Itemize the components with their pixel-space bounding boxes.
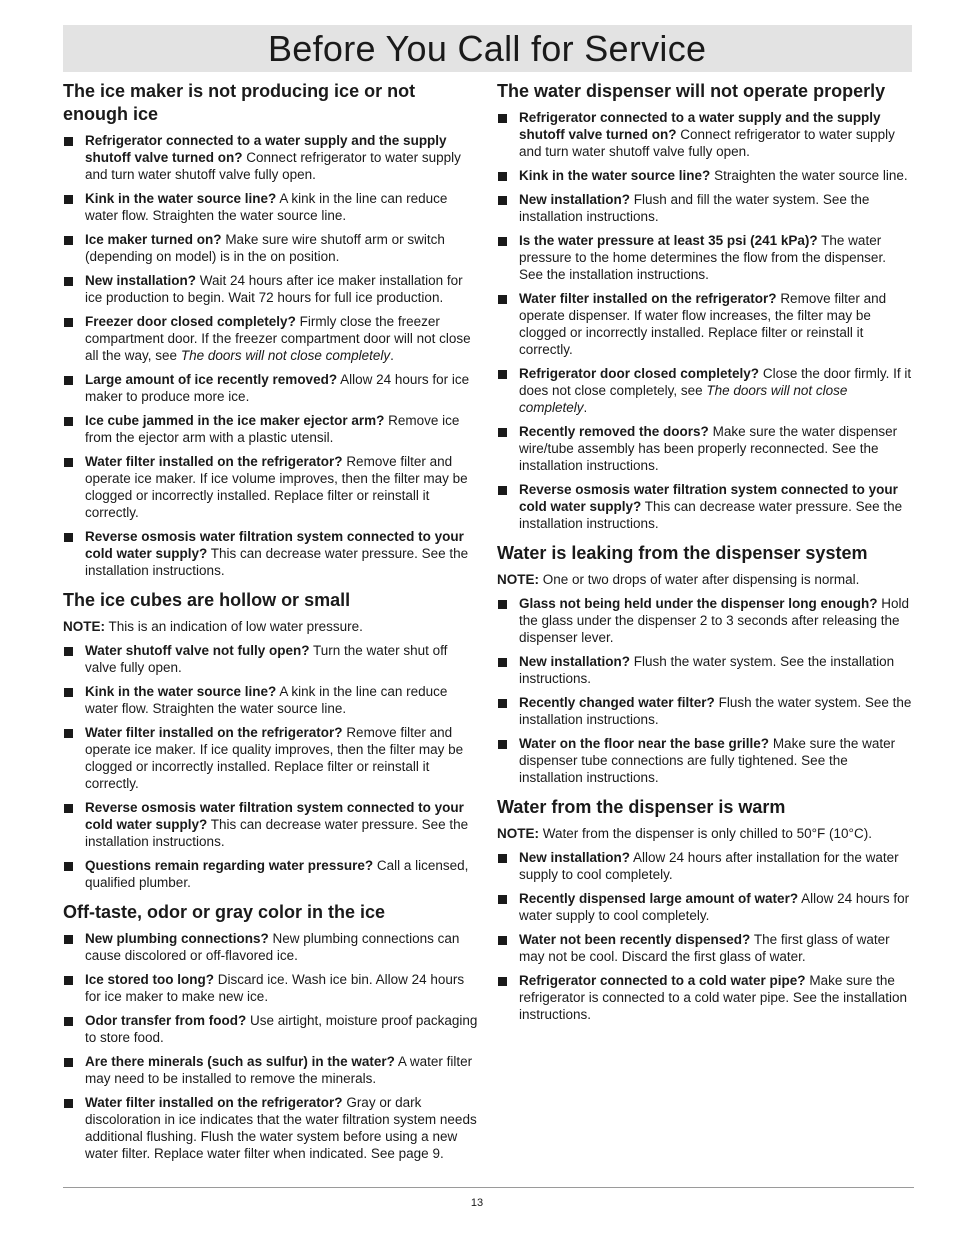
item-answer: Allow 24 hours for water supply to cool completely. [519, 891, 910, 923]
square-bullet-icon [498, 658, 507, 667]
item-answer: Flush the water system. See the installation instructions. [519, 695, 912, 727]
note-label: NOTE: [497, 826, 539, 841]
square-bullet-icon [64, 729, 73, 738]
list-item [63, 313, 479, 364]
square-bullet-icon [64, 236, 73, 245]
list-item [63, 724, 479, 792]
square-bullet-icon [498, 740, 507, 749]
list-item [63, 1053, 479, 1087]
item-question: Water not been recently dispensed? [519, 932, 751, 947]
item-question: Are there minerals (such as sulfur) in the water? [85, 1054, 395, 1069]
item-question: Ice stored too long? [85, 972, 215, 987]
list-item [63, 1012, 479, 1046]
list-item [497, 481, 913, 532]
square-bullet-icon [498, 600, 507, 609]
item-question: Odor transfer from food? [85, 1013, 247, 1028]
item-question: Recently dispensed large amount of water? [519, 891, 799, 906]
note-text: One or two drops of water after dispensing is normal. [542, 572, 860, 587]
square-bullet-icon [498, 486, 507, 495]
square-bullet-icon [498, 699, 507, 708]
square-bullet-icon [498, 936, 507, 945]
item-answer: Firmly close the freezer compartment door. If the freezer compartment door will not close all the way, see [85, 314, 471, 363]
item-question: Is the water pressure at least 35 psi (241 kPa)? [519, 233, 818, 248]
item-question: Water filter installed on the refrigerator? [85, 454, 343, 469]
section-note [497, 825, 913, 842]
item-answer: Remove filter and operate ice maker. If ice volume improves, then the filter may be clogged or incorrectly installed. Replace filter or reinstall it correctly. [85, 454, 468, 520]
troubleshoot-section [63, 80, 479, 579]
item-question: Large amount of ice recently removed? [85, 372, 338, 387]
item-answer: Make sure wire shutoff arm or switch (depending on model) is in the on position. [85, 232, 445, 264]
item-list [497, 849, 913, 1023]
square-bullet-icon [64, 376, 73, 385]
item-question: Refrigerator connected to a cold water pipe? [519, 973, 806, 988]
list-item [63, 930, 479, 964]
section-heading: The ice cubes are hollow or small [63, 590, 351, 610]
list-item [497, 931, 913, 965]
item-question: Refrigerator connected to a water supply and the supply shutoff valve turned on? [519, 110, 881, 142]
list-item [497, 890, 913, 924]
list-item [63, 231, 479, 265]
list-item [63, 857, 479, 891]
square-bullet-icon [64, 862, 73, 871]
list-item [63, 642, 479, 676]
troubleshoot-section [63, 901, 479, 1162]
item-question: Questions remain regarding water pressure? [85, 858, 374, 873]
square-bullet-icon [64, 1017, 73, 1026]
square-bullet-icon [498, 172, 507, 181]
item-reference: The doors will not close completely [180, 348, 391, 363]
item-answer: Hold the glass under the dispenser 2 to 3 seconds after releasing the dispenser lever. [519, 596, 910, 645]
list-item [497, 232, 913, 283]
item-answer: Remove ice from the ejector arm with a plastic utensil. [85, 413, 460, 445]
note-label: NOTE: [497, 572, 539, 587]
item-list [63, 642, 479, 891]
section-heading: The ice maker is not producing ice or not enough ice [63, 81, 416, 124]
title-bar [63, 25, 912, 72]
square-bullet-icon [498, 977, 507, 986]
list-item [63, 132, 479, 183]
list-item [497, 849, 913, 883]
item-answer: Connect refrigerator to water supply and turn water shutoff valve fully open. [519, 127, 895, 159]
list-item [497, 290, 913, 358]
square-bullet-icon [498, 295, 507, 304]
item-question: Reverse osmosis water filtration system connected to your cold water supply? [85, 529, 464, 561]
list-item [497, 595, 913, 646]
item-answer: Wait 24 hours after ice maker installation for ice production to begin. Wait 72 hours for full ice production. [85, 273, 463, 305]
item-answer: A kink in the line can reduce water flow. Straighten the water source line. [85, 191, 448, 223]
item-answer: This can decrease water pressure. See the installation instructions. [85, 817, 469, 849]
item-question: New installation? [519, 850, 631, 865]
item-answer: Discard ice. Wash ice bin. Allow 24 hours for ice maker to make new ice. [85, 972, 465, 1004]
item-answer: Connect refrigerator to water supply and turn water shutoff valve fully open. [85, 150, 461, 182]
square-bullet-icon [498, 428, 507, 437]
list-item [63, 453, 479, 521]
square-bullet-icon [64, 935, 73, 944]
page-title: Before You Call for Service [268, 28, 707, 69]
item-answer: New plumbing connections can cause discolored or off-flavored ice. [85, 931, 460, 963]
item-question: Water filter installed on the refrigerator? [85, 1095, 343, 1110]
item-question: Refrigerator connected to a water supply and the supply shutoff valve turned on? [85, 133, 447, 165]
list-item [497, 191, 913, 225]
item-answer: This can decrease water pressure. See the installation instructions. [85, 546, 469, 578]
square-bullet-icon [64, 318, 73, 327]
item-question: Kink in the water source line? [85, 191, 277, 206]
troubleshoot-section [497, 542, 913, 786]
note-label: NOTE: [63, 619, 105, 634]
item-answer: The water pressure to the home determines the flow from the dispenser. See the installation instructions. [519, 233, 886, 282]
item-answer: Use airtight, moisture proof packaging to store food. [85, 1013, 478, 1045]
item-reference: The doors will not close completely [519, 383, 848, 415]
list-item [63, 1094, 479, 1162]
square-bullet-icon [498, 370, 507, 379]
list-item [497, 972, 913, 1023]
list-item [497, 694, 913, 728]
item-answer: Flush the water system. See the installation instructions. [519, 654, 895, 686]
list-item [63, 272, 479, 306]
item-answer: Allow 24 hours after installation for the water supply to cool completely. [519, 850, 899, 882]
list-item [497, 109, 913, 160]
list-item [63, 190, 479, 224]
item-question: Refrigerator door closed completely? [519, 366, 760, 381]
item-list [63, 132, 479, 579]
square-bullet-icon [64, 1058, 73, 1067]
footer-divider [63, 1187, 914, 1188]
item-question: New plumbing connections? [85, 931, 269, 946]
item-tail: . [583, 400, 588, 415]
list-item [497, 653, 913, 687]
item-answer: Remove filter and operate ice maker. If ice quality improves, then the filter may be clogged or incorrectly installed. Replace filter or reinstall it correctly. [85, 725, 464, 791]
square-bullet-icon [64, 647, 73, 656]
section-heading: Water is leaking from the dispenser system [497, 543, 868, 563]
item-answer: Turn the water shut off valve fully open. [85, 643, 448, 675]
item-question: New installation? [519, 192, 631, 207]
section-note [497, 571, 913, 588]
right-column [497, 80, 913, 1033]
item-answer: Close the door firmly. If it does not close completely, see [519, 366, 912, 398]
item-answer: Make sure the water dispenser tube connections are fully tightened. See the installation instructions. [519, 736, 896, 785]
item-answer: This can decrease water pressure. See the installation instructions. [519, 499, 903, 531]
troubleshoot-section [497, 796, 913, 1023]
item-question: Ice cube jammed in the ice maker ejector arm? [85, 413, 385, 428]
list-item [497, 423, 913, 474]
note-text: This is an indication of low water pressure. [108, 619, 363, 634]
item-question: Water filter installed on the refrigerator? [85, 725, 343, 740]
item-question: Freezer door closed completely? [85, 314, 296, 329]
item-answer: A water filter may need to be installed to remove the minerals. [85, 1054, 473, 1086]
item-answer: Make sure the water dispenser wire/tube assembly has been properly reconnected. See the installation instructions. [519, 424, 898, 473]
square-bullet-icon [64, 277, 73, 286]
troubleshoot-section [63, 589, 479, 891]
square-bullet-icon [498, 196, 507, 205]
square-bullet-icon [64, 688, 73, 697]
list-item [497, 735, 913, 786]
section-heading: The water dispenser will not operate properly [497, 81, 886, 101]
square-bullet-icon [498, 237, 507, 246]
item-answer: Call a licensed, qualified plumber. [85, 858, 469, 890]
list-item [63, 371, 479, 405]
list-item [63, 412, 479, 446]
note-text: Water from the dispenser is only chilled to 50°F (10°C). [542, 826, 872, 841]
section-note [63, 618, 479, 635]
item-answer: Gray or dark discoloration in ice indicates that the water filtration system needs additional flushing. Flush the water system before using a new water filter. Replace water filter when indicated. See page 9. [85, 1095, 477, 1161]
list-item [63, 528, 479, 579]
square-bullet-icon [64, 195, 73, 204]
square-bullet-icon [498, 854, 507, 863]
item-question: Kink in the water source line? [519, 168, 711, 183]
item-question: Kink in the water source line? [85, 684, 277, 699]
item-tail: . [390, 348, 394, 363]
item-answer: Flush and fill the water system. See the installation instructions. [519, 192, 870, 224]
item-question: New installation? [85, 273, 197, 288]
square-bullet-icon [498, 114, 507, 123]
item-answer: Allow 24 hours for ice maker to produce more ice. [85, 372, 470, 404]
square-bullet-icon [64, 804, 73, 813]
square-bullet-icon [64, 417, 73, 426]
square-bullet-icon [64, 976, 73, 985]
item-list [63, 930, 479, 1162]
item-answer: Remove filter and operate dispenser. If water flow increases, the filter may be clogged or incorrectly installed. Replace filter or reinstall it correctly. [519, 291, 887, 357]
troubleshoot-section [497, 80, 913, 532]
section-heading: Off-taste, odor or gray color in the ice [63, 902, 386, 922]
list-item [63, 683, 479, 717]
page-number: 13 [470, 1197, 484, 1209]
list-item [63, 971, 479, 1005]
item-question: Water filter installed on the refrigerator? [519, 291, 777, 306]
item-question: Recently changed water filter? [519, 695, 715, 710]
item-question: Glass not being held under the dispenser long enough? [519, 596, 878, 611]
item-question: Recently removed the doors? [519, 424, 709, 439]
item-question: Ice maker turned on? [85, 232, 222, 247]
item-question: Reverse osmosis water filtration system connected to your cold water supply? [519, 482, 898, 514]
square-bullet-icon [64, 137, 73, 146]
square-bullet-icon [64, 458, 73, 467]
square-bullet-icon [64, 1099, 73, 1108]
item-answer: A kink in the line can reduce water flow. Straighten the water source line. [85, 684, 448, 716]
left-column [63, 80, 479, 1172]
item-answer: Make sure the refrigerator is connected to a cold water pipe. See the installation instructions. [519, 973, 907, 1022]
square-bullet-icon [64, 533, 73, 542]
item-question: New installation? [519, 654, 631, 669]
list-item [497, 365, 913, 416]
item-answer: The first glass of water may not be cool. Discard the first glass of water. [519, 932, 890, 964]
item-list [497, 595, 913, 786]
item-question: Reverse osmosis water filtration system connected to your cold water supply? [85, 800, 464, 832]
list-item [63, 799, 479, 850]
list-item [497, 167, 913, 184]
square-bullet-icon [498, 895, 507, 904]
item-list [497, 109, 913, 532]
item-question: Water shutoff valve not fully open? [85, 643, 310, 658]
section-heading: Water from the dispenser is warm [497, 797, 786, 817]
item-answer: Straighten the water source line. [714, 168, 908, 183]
item-question: Water on the floor near the base grille? [519, 736, 770, 751]
